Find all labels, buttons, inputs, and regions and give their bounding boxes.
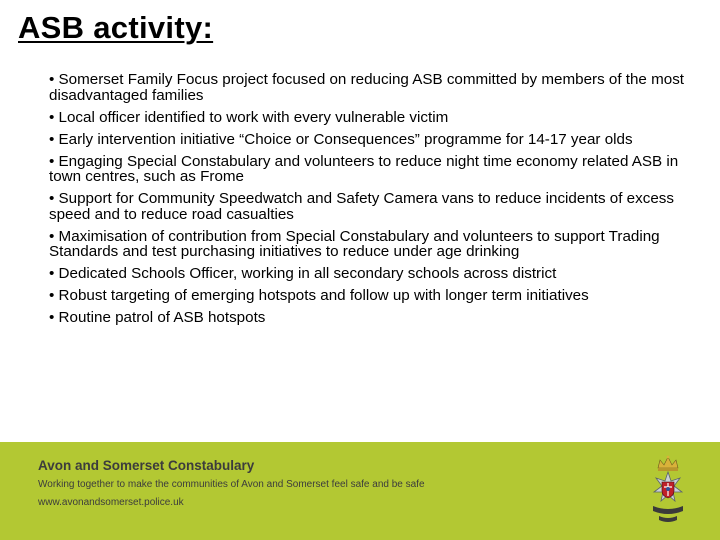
footer-banner <box>0 442 720 540</box>
tagline: Working together to make the communities of Avon and Somerset feel safe and be safe <box>38 479 425 490</box>
bullet-item: • Support for Community Speedwatch and Safety Camera vans to reduce incidents of excess speed and to reduce road casualties <box>49 190 674 223</box>
bullet-item: • Maximisation of contribution from Special Constabulary and volunteers to support Trading Standards and test purchasing initiatives to reduce under age drinking <box>49 227 660 260</box>
bullet-item: • Routine patrol of ASB hotspots <box>49 309 266 326</box>
slide-title: ASB activity: <box>18 10 214 45</box>
org-name: Avon and Somerset Constabulary <box>38 458 255 473</box>
bullet-list <box>49 72 709 332</box>
footer-url: www.avonandsomerset.police.uk <box>38 497 184 508</box>
bullet-item: • Somerset Family Focus project focused on reducing ASB committed by members of the most disadvantaged families <box>49 71 685 104</box>
police-crest-icon <box>645 454 691 530</box>
bullet-item: • Dedicated Schools Officer, working in all secondary schools across district <box>49 265 557 282</box>
bullet-item: • Engaging Special Constabulary and volunteers to reduce night time economy related ASB in town centres, such as Frome <box>49 152 679 185</box>
bullet-item: • Early intervention initiative “Choice or Consequences” programme for 14-17 year olds <box>49 130 633 148</box>
bullet-item: • Robust targeting of emerging hotspots and follow up with longer term initiatives <box>49 287 589 304</box>
bullet-item: • Local officer identified to work with every vulnerable victim <box>49 108 449 126</box>
